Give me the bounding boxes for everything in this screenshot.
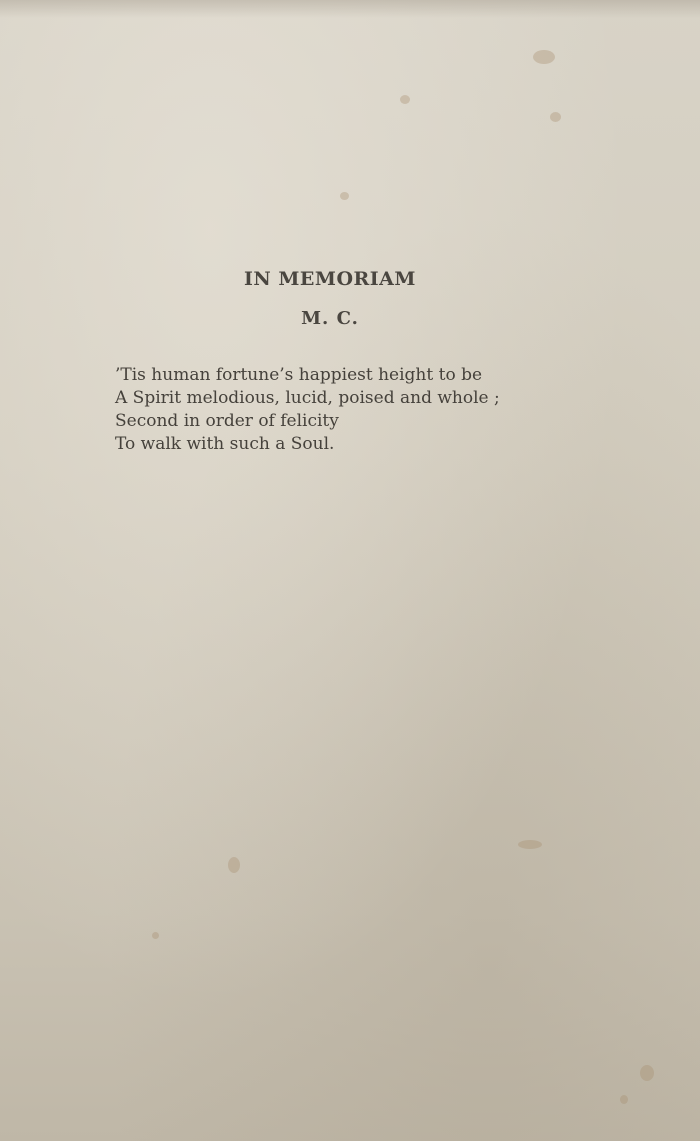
- poem-line: Second in order of felicity: [115, 411, 339, 431]
- poem-line: A Spirit melodious, lucid, poised and whole ;: [115, 388, 500, 408]
- memorial-title: IN MEMORIAM: [244, 268, 416, 290]
- page-top-edge-shadow: [0, 0, 700, 18]
- foxing-spot: [340, 192, 349, 200]
- poem-line: To walk with such a Soul.: [115, 434, 335, 454]
- foxing-spot: [152, 932, 159, 939]
- foxing-spot: [640, 1065, 654, 1081]
- foxing-spot: [228, 857, 240, 873]
- foxing-spot: [533, 50, 555, 64]
- foxing-spot: [550, 112, 561, 122]
- foxing-spot: [620, 1095, 628, 1104]
- foxing-spot: [518, 840, 542, 849]
- poem-line: ’Tis human fortune’s happiest height to be: [115, 365, 483, 385]
- dedication-poem: [115, 364, 500, 456]
- dedication-initials: M. C.: [301, 308, 359, 329]
- foxing-spot: [400, 95, 410, 104]
